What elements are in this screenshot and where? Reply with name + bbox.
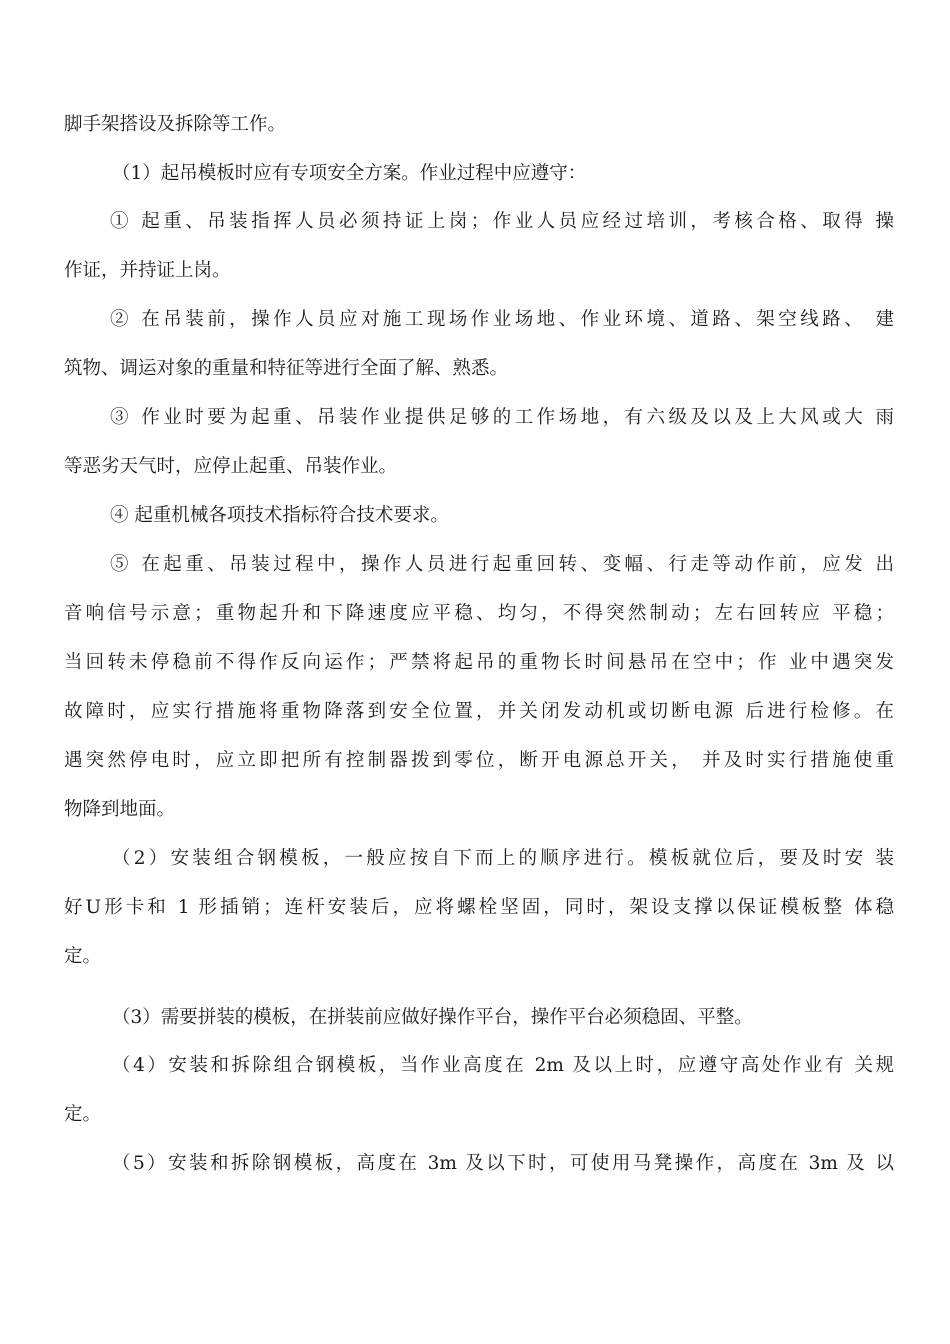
paragraph-heading-4: （4）安装和拆除组合钢模板，当作业高度在 2m 及以上时，应遵守高处作业有 关规 <box>112 1055 894 1076</box>
text-line: 故障时，应实行措施将重物降落到安全位置，并关闭发动机或切断电源 后进行检修。在 <box>64 701 894 722</box>
text-line: ④ 起重机械各项技术指标符合技术要求。 <box>110 505 449 526</box>
text-line: 筑物、调运对象的重量和特征等进行全面了解、熟悉。 <box>64 358 509 379</box>
text-line: 遇突然停电时，应立即把所有控制器拨到零位，断开电源总开关， 并及时实行措施使重 <box>64 750 894 771</box>
text-line: 音响信号示意；重物起升和下降速度应平稳、均匀，不得突然制动；左右回转应 平稳； <box>64 603 894 624</box>
text-line: 好U形卡和 1 形插销；连杆安装后，应将螺栓坚固，同时，架设支撑以保证模板整 体稳 <box>64 897 894 918</box>
text-line: 作证，并持证上岗。 <box>64 260 231 281</box>
text-line: ③ 作业时要为起重、吊装作业提供足够的工作场地，有六级及以及上大风或大 雨 <box>110 407 894 428</box>
text-line: ① 起重、吊装指挥人员必须持证上岗；作业人员应经过培训，考核合格、取得 操 <box>110 211 894 232</box>
paragraph-heading-1: （1）起吊模板时应有专项安全方案。作业过程中应遵守： <box>112 163 587 184</box>
text-line: ⑤ 在起重、吊装过程中，操作人员进行起重回转、变幅、行走等动作前，应发 出 <box>110 554 894 575</box>
paragraph-heading-5: （5）安装和拆除钢模板，高度在 3m 及以下时，可使用马凳操作，高度在 3m 及 以 <box>112 1153 894 1174</box>
text-line: 物降到地面。 <box>64 799 176 820</box>
text-line: ② 在吊装前，操作人员应对施工现场作业场地、作业环境、道路、架空线路、 建 <box>110 309 894 330</box>
text-line: 定。 <box>64 1104 102 1125</box>
text-line: 脚手架搭设及拆除等工作。 <box>64 114 287 135</box>
text-line: 当回转未停稳前不得作反向运作；严禁将起吊的重物长时间悬吊在空中；作 业中遇突发 <box>64 652 894 673</box>
text-line: 定。 <box>64 946 102 967</box>
text-line: 等恶劣天气时，应停止起重、吊装作业。 <box>64 456 398 477</box>
paragraph-heading-2: （2）安装组合钢模板，一般应按自下而上的顺序进行。模板就位后，要及时安 装 <box>112 848 894 869</box>
paragraph-heading-3: （3）需要拼装的模板，在拼装前应做好操作平台，操作平台必须稳固、平整。 <box>112 1007 753 1028</box>
